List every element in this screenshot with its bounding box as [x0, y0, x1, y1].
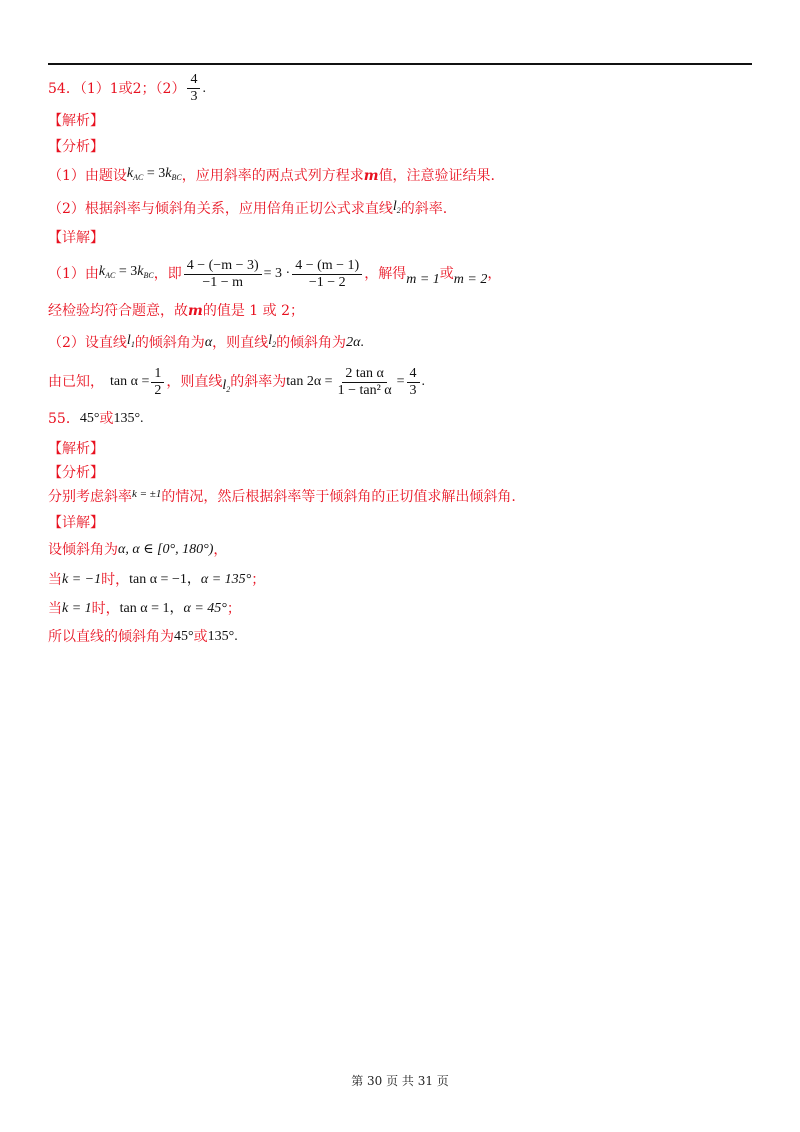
subscript: 2	[226, 385, 231, 394]
var-k: k	[98, 264, 106, 279]
alpha-45: α = 45°	[183, 601, 227, 616]
angle-135: 135°	[207, 629, 235, 644]
text: 的情况，然后根据斜率等于倾斜角的正切值求解出倾斜角.	[161, 489, 516, 505]
solution-1: m = 1	[406, 272, 440, 287]
math-kac-eq	[127, 165, 182, 187]
math-l2	[393, 198, 401, 220]
text: ，应用斜率的两点式列方程求	[181, 168, 364, 184]
period: .	[140, 411, 144, 426]
double-angle-fraction	[335, 366, 395, 399]
q54-detail-3	[48, 332, 364, 354]
q54-detail-2	[48, 302, 304, 320]
period: .	[421, 374, 426, 389]
text: 设倾斜角为	[48, 542, 118, 558]
subscript: BC	[171, 173, 182, 182]
var-m: m	[188, 303, 203, 319]
q54-analysis-2	[48, 198, 447, 220]
half-fraction	[151, 366, 164, 399]
fraction-numerator: 4	[187, 72, 200, 89]
text-or: 或	[439, 266, 454, 282]
text: ；	[226, 601, 241, 617]
q55-answer	[48, 410, 144, 428]
period: .	[202, 80, 206, 96]
q55-analysis	[48, 488, 516, 506]
angle-45: 45°	[174, 629, 194, 644]
text: ，解得	[364, 266, 407, 282]
text: 值，注意验证结果.	[378, 168, 496, 184]
fraction-denominator: 3	[409, 382, 417, 398]
text: 的倾斜角为	[276, 335, 347, 351]
fraction-denominator: 1 − tan² α	[337, 382, 392, 398]
subscript: AC	[133, 173, 144, 182]
text: 由已知，	[48, 374, 104, 390]
text: ；	[251, 572, 266, 588]
fraction-numerator: 4	[407, 366, 420, 383]
result-fraction	[407, 366, 420, 399]
q54-jiexi-heading: 【解析】	[48, 113, 104, 129]
text: 时，	[101, 572, 130, 588]
text: 分别考虑斜率	[48, 489, 132, 505]
text-or: 或	[193, 629, 208, 645]
fraction-denominator: 2	[154, 382, 162, 398]
text: ，	[213, 542, 228, 558]
q55-detail-3	[48, 600, 241, 618]
slope-fraction-2	[292, 258, 362, 291]
text: （1）由题设	[48, 168, 127, 184]
var-l: l	[268, 333, 273, 348]
comma: ，	[169, 601, 184, 616]
text: （2）设直线	[48, 335, 127, 351]
var-m: m	[363, 168, 379, 184]
subscript: AC	[105, 271, 116, 280]
tan-2alpha: tan 2α =	[286, 374, 333, 389]
alpha-range: α, α ∈ [0°, 180°)	[118, 542, 214, 557]
var-l: l	[222, 378, 227, 393]
var-k: k	[137, 264, 144, 279]
solution-2: m = 2	[453, 272, 488, 287]
text: 的斜率为	[230, 374, 287, 390]
text: （1）由	[48, 266, 99, 282]
header-rule	[48, 63, 752, 65]
q54-xiangjie-heading: 【详解】	[48, 230, 104, 246]
text: 当	[48, 572, 62, 588]
tan-alpha: tan α =	[110, 374, 150, 389]
text: ，则直线	[166, 374, 223, 390]
fraction-denominator: −1 − 2	[308, 274, 346, 290]
k-plus-minus-1: k = ±1	[132, 488, 162, 500]
text: 的值是 1 或 2；	[202, 303, 304, 319]
q54-analysis-1	[48, 165, 495, 187]
text: ，则直线	[212, 335, 269, 351]
var-l: l	[392, 199, 397, 214]
period: .	[234, 629, 238, 644]
fraction-denominator: 3	[190, 89, 198, 104]
text: 经检验均符合题意，故	[48, 303, 188, 319]
fraction-numerator: 4 − (m − 1)	[292, 258, 362, 275]
equals-times: = 3 ·	[263, 266, 291, 281]
q54-answer	[48, 72, 206, 105]
math-l2	[222, 377, 230, 399]
q55-fenxi-heading: 【分析】	[48, 465, 104, 481]
equals-3: = 3	[115, 264, 138, 279]
k-1: k = 1	[62, 601, 92, 616]
q55-detail-4	[48, 628, 238, 646]
fraction-denominator: −1 − m	[202, 274, 244, 290]
q54-detail-1	[48, 256, 501, 292]
q54-detail-4	[48, 364, 425, 400]
text: （2）根据斜率与倾斜角关系，应用倍角正切公式求直线	[48, 201, 393, 217]
comma: ，	[186, 572, 201, 587]
fraction-numerator: 2 tan α	[342, 366, 386, 383]
math-kac-eq	[99, 263, 154, 285]
q55-detail-2	[48, 571, 265, 589]
var-k: k	[126, 166, 134, 181]
text: 当	[48, 601, 62, 617]
text: 的倾斜角为	[134, 335, 205, 351]
alpha-135: α = 135°	[200, 572, 252, 587]
text: ，即	[153, 266, 182, 282]
tan-alpha-neg-1: tan α = −1	[129, 572, 187, 587]
q55-xiangjie-heading: 【详解】	[48, 515, 104, 531]
text: 时，	[91, 601, 120, 617]
subscript: 2	[396, 206, 401, 215]
k-neg-1: k = −1	[62, 572, 102, 587]
var-k: k	[165, 166, 172, 181]
subscript: 2	[272, 340, 277, 349]
q54-answer-fraction	[187, 72, 200, 105]
fraction-numerator: 1	[151, 366, 164, 383]
var-2alpha: 2α	[346, 335, 361, 350]
page-footer: 第 30 页 共 31 页	[351, 1074, 449, 1088]
text: 所以直线的倾斜角为	[48, 629, 174, 645]
math-l2	[268, 332, 276, 354]
q54-answer-text: 54．（1）1或2；（2）	[48, 80, 186, 97]
equals-3: = 3	[143, 166, 166, 181]
subscript: BC	[143, 271, 154, 280]
var-l: l	[126, 333, 131, 348]
slope-fraction-1	[184, 258, 262, 291]
angle-135: 135°	[113, 411, 141, 426]
equals: =	[396, 374, 405, 389]
subscript: 1	[130, 340, 135, 349]
fraction-numerator: 4 − (−m − 3)	[184, 258, 262, 275]
q55-detail-1	[48, 541, 227, 559]
q55-jiexi-heading: 【解析】	[48, 441, 104, 457]
tan-alpha-1: tan α = 1	[119, 601, 170, 616]
text: ，	[487, 266, 502, 282]
text-or: 或	[99, 411, 114, 427]
q54-fenxi-heading: 【分析】	[48, 139, 104, 155]
math-l1	[127, 332, 135, 354]
angle-45: 45°	[79, 411, 100, 426]
period: .	[360, 335, 364, 350]
var-alpha: α	[204, 335, 213, 350]
text: 的斜率.	[400, 201, 448, 217]
text: 55．	[48, 411, 80, 427]
